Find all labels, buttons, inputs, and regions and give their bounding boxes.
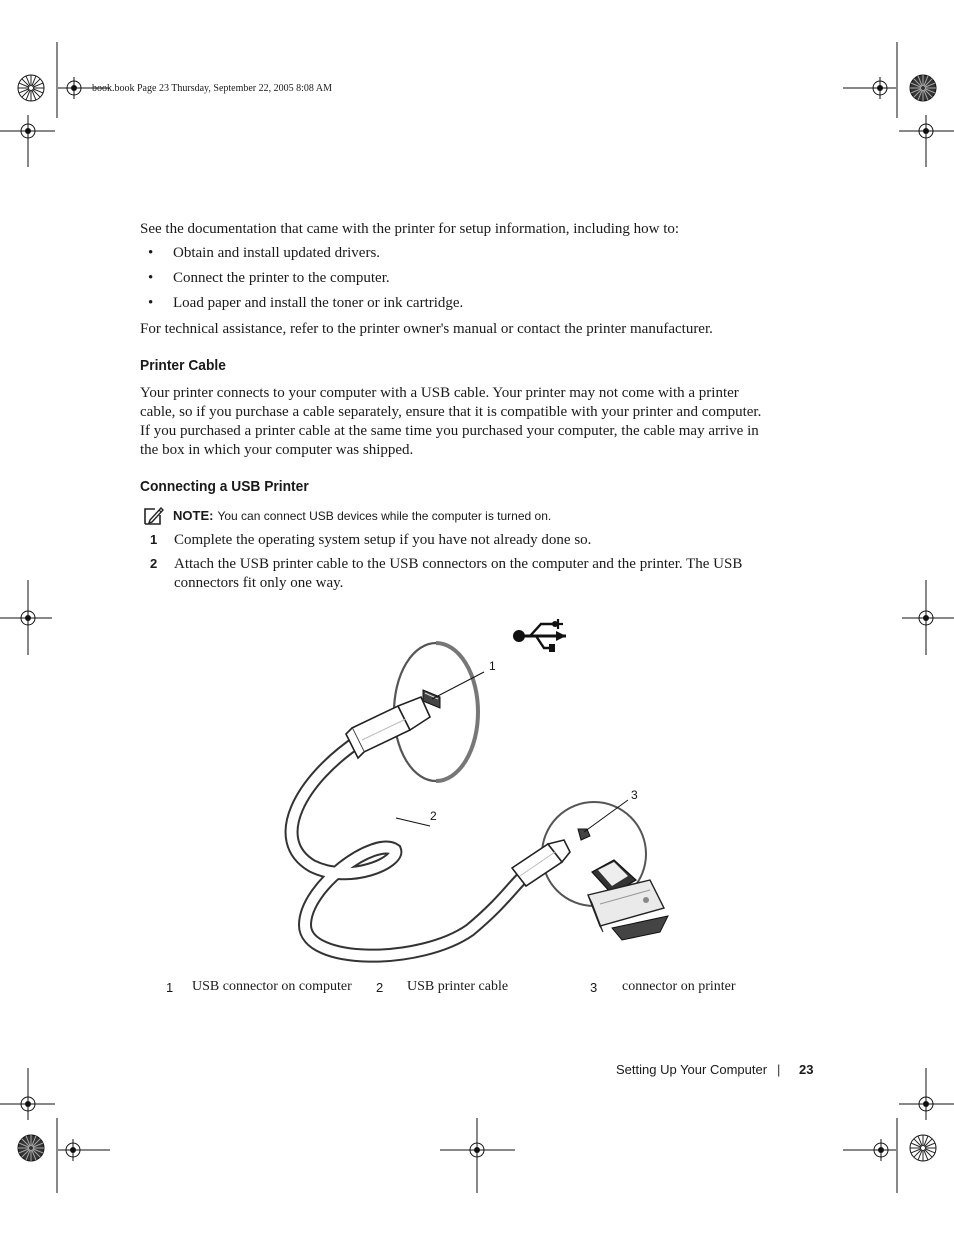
intro-paragraph: See the documentation that came with the printer for setup information, including how to:: [140, 221, 680, 237]
note-text: You can connect USB devices while the computer is turned on.: [217, 509, 552, 523]
callout-3: 3: [631, 788, 638, 802]
usb-printer-cable: [292, 740, 522, 956]
registration-mark-icon: [910, 1135, 936, 1161]
registration-mark-icon: [18, 1135, 44, 1161]
paragraph-line: Your printer connects to your computer with a USB cable. Your printer may not come with a printer: [140, 385, 739, 401]
step-text-line: Attach the USB printer cable to the USB connectors on the computer and the printer. The USB: [174, 556, 743, 572]
paragraph-line: If you purchased a printer cable at the same time you purchased your computer, the cable may arrive in: [140, 423, 759, 439]
caption-number: 3: [590, 980, 598, 995]
tech-assist-paragraph: For technical assistance, refer to the printer owner's manual or contact the printer manufacturer.: [140, 321, 713, 337]
caption-number: 2: [376, 980, 384, 995]
callout-1: 1: [489, 659, 496, 673]
caption-text: USB printer cable: [407, 979, 509, 994]
printer-cable-paragraph: [140, 384, 761, 460]
paragraph-line: cable, so if you purchase a cable separately, ensure that it is compatible with your printer and computer.: [140, 404, 762, 420]
section-title-connecting-usb-printer: Connecting a USB Printer: [140, 478, 309, 495]
step-text: [174, 555, 742, 593]
registration-mark-icon: [17, 120, 39, 142]
caption-text: USB connector on computer: [192, 979, 352, 994]
section-title-printer-cable: Printer Cable: [140, 357, 226, 374]
registration-mark-icon: [915, 607, 937, 629]
registration-mark-icon: [466, 1139, 488, 1161]
footer-section-title: Setting Up Your Computer: [616, 1062, 768, 1077]
usb-icon: [513, 619, 566, 652]
step-text: Complete the operating system setup if you have not already done so.: [174, 532, 592, 548]
list-item: • Load paper and install the toner or ink cartridge.: [148, 294, 463, 319]
printer-illustration: [588, 860, 668, 940]
page-number: 23: [799, 1062, 814, 1077]
list-item: • Obtain and install updated drivers.: [148, 244, 463, 269]
setup-bullet-list: [148, 244, 463, 319]
footer-separator: |: [777, 1062, 781, 1077]
registration-mark-icon: [870, 1139, 892, 1161]
file-info-header: book.book Page 23 Thursday, September 22, 2005 8:08 AM: [92, 83, 332, 94]
registration-mark-icon: [869, 77, 891, 99]
note-label: NOTE:: [173, 508, 214, 523]
registration-mark-icon: [915, 1093, 937, 1115]
usb-connection-illustration: [270, 612, 690, 972]
pencil-note-icon: [142, 505, 164, 527]
callout-2: 2: [430, 809, 437, 823]
note-block: [173, 507, 551, 525]
registration-mark-icon: [18, 75, 44, 101]
step-text-line: connectors fit only one way.: [174, 575, 344, 591]
registration-mark-icon: [62, 1139, 84, 1161]
caption-number: 1: [166, 980, 174, 995]
registration-mark-icon: [17, 1093, 39, 1115]
registration-mark-icon: [63, 77, 85, 99]
list-item: • Connect the printer to the computer.: [148, 269, 463, 294]
registration-mark-icon: [17, 607, 39, 629]
paragraph-line: the box in which your computer was shipped.: [140, 442, 414, 458]
step-number: 1: [150, 532, 158, 547]
step-number: 2: [150, 556, 158, 571]
registration-mark-icon: [910, 75, 936, 101]
caption-text: connector on printer: [622, 979, 736, 994]
registration-mark-icon: [915, 120, 937, 142]
